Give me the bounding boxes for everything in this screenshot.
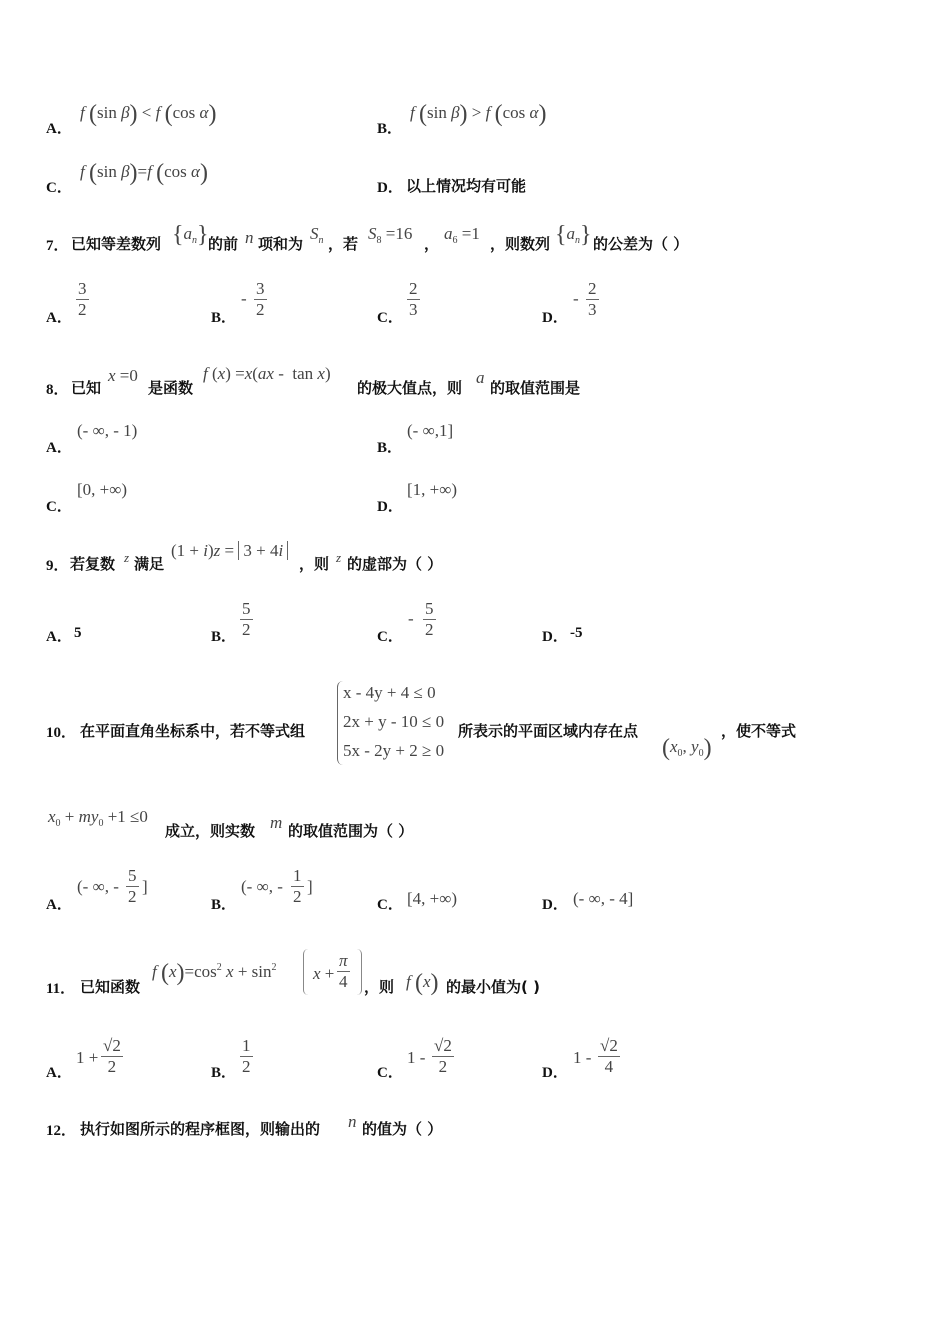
denominator: 3 [588, 300, 597, 319]
option-label: D． [542, 310, 568, 326]
math-an: $\{a_n\}$ [555, 222, 592, 248]
right-paren [357, 949, 362, 995]
fraction [76, 279, 89, 320]
math-an: $\{a_n\}$ [172, 222, 209, 248]
option-math: (- ∞, - [77, 877, 119, 896]
fraction-pi-4 [337, 951, 350, 992]
fraction [291, 866, 304, 907]
math-n: n [348, 1112, 357, 1131]
minus-sign: - [408, 609, 414, 628]
option-label: B． [377, 440, 403, 456]
numerator: 2 [588, 279, 597, 298]
math-z: z [336, 550, 342, 565]
option-label: C． [377, 897, 403, 913]
fraction [586, 279, 599, 320]
numerator: √2 [103, 1036, 121, 1055]
option-label: B． [211, 1065, 237, 1081]
fraction [240, 599, 253, 640]
stem-text: 已知 [71, 379, 102, 397]
math-point: ($x_0$, $y_0$) [662, 735, 712, 761]
stem-text: ，则数列 [490, 235, 551, 253]
option-label: C． [46, 499, 72, 515]
prefix: 1 + [76, 1048, 99, 1067]
stem-text: ，则 [299, 555, 330, 573]
math-m: m [270, 813, 283, 832]
stem-text: 的最小值为( ) [446, 978, 540, 996]
stem-text: 的前 [208, 235, 239, 253]
stem-text: 已知函数 [80, 978, 141, 996]
denominator: 2 [293, 887, 302, 906]
option-label: A． [46, 629, 72, 645]
stem-text: 的极大值点，则 [357, 379, 463, 397]
option-text: 以上情况均有可能 [406, 177, 527, 195]
numerator: 5 [128, 866, 137, 885]
option-label: D． [377, 499, 403, 515]
fraction [126, 866, 139, 907]
stem-text: 所表示的平面区域内存在点 [458, 722, 639, 740]
math-expression: f (sin β) > f (cos α) [410, 101, 547, 127]
question-number: 7． [46, 238, 69, 254]
denominator: 2 [78, 300, 87, 319]
option-label: A． [46, 440, 72, 456]
prefix: 1 - [407, 1048, 426, 1067]
inequality-line: x - 4y + 4 ≤ 0 [343, 683, 436, 702]
stem-text: 满足 [134, 555, 165, 573]
numerator: 5 [242, 599, 251, 618]
fraction [407, 279, 420, 320]
denominator: 2 [128, 887, 137, 906]
stem-text: 已知等差数列 [71, 235, 162, 253]
prefix: 1 - [573, 1048, 592, 1067]
minus-sign: - [573, 289, 579, 308]
stem-text: 是函数 [148, 379, 194, 397]
numerator: 1 [242, 1036, 251, 1055]
option-math: (- ∞, - 1) [77, 421, 138, 440]
option-value: 5 [74, 625, 82, 641]
denominator: 2 [107, 1057, 117, 1076]
denominator: 3 [409, 300, 418, 319]
option-value: -5 [570, 625, 583, 641]
option-label: D． [542, 629, 568, 645]
option-math: [0, +∞) [77, 480, 128, 499]
fraction [254, 279, 267, 320]
math-fx: f (x) [406, 970, 439, 996]
stem-text: 的虚部为（ ） [347, 555, 443, 573]
stem-text: ，若 [328, 235, 359, 253]
option-label: B． [211, 629, 237, 645]
option-label: B． [211, 897, 237, 913]
option-label: B． [211, 310, 237, 326]
option-label: B． [377, 121, 403, 137]
stem-text: 执行如图所示的程序框图，则输出的 [80, 1120, 321, 1138]
option-math: (- ∞,1] [407, 421, 454, 440]
option-math: [1, +∞) [407, 480, 458, 499]
option-label: C． [377, 1065, 403, 1081]
option-math: [4, +∞) [407, 889, 458, 908]
numerator: 5 [425, 599, 434, 618]
denominator: 2 [256, 300, 265, 319]
bracket: ] [307, 877, 313, 896]
option-math: (- ∞, - [241, 877, 283, 896]
numerator: 1 [293, 866, 302, 885]
question-number: 10． [46, 725, 77, 741]
numerator: 3 [256, 279, 265, 298]
stem-text: 若复数 [70, 555, 116, 573]
option-label: A． [46, 897, 72, 913]
option-label: A． [46, 310, 72, 326]
bracket: ] [142, 877, 148, 896]
math-expression: f (sin β)=f (cos α) [80, 160, 208, 186]
numerator: 3 [78, 279, 87, 298]
math-s8: $S_8 =16$ [368, 224, 413, 246]
denominator: 2 [242, 620, 251, 639]
fraction [598, 1036, 620, 1077]
option-label: A． [46, 121, 72, 137]
stem-text: ， [424, 235, 440, 253]
stem-text: 成立，则实数 [165, 822, 256, 840]
stem-text: 的取值范围为（ ） [288, 822, 414, 840]
fraction [432, 1036, 454, 1077]
question-number: 9． [46, 558, 69, 574]
fraction [240, 1036, 253, 1077]
stem-text: 在平面直角坐标系中，若不等式组 [80, 722, 306, 740]
math-inequality: $x_0 + my_0 +1 \le 0$ [48, 807, 148, 829]
math-function: f $(x)=\cos^2$ $x + \sin^2$ [152, 960, 277, 986]
math-n: n [245, 228, 254, 247]
numerator: π [339, 951, 348, 970]
math-x-eq-0: x =0 [108, 366, 138, 385]
option-label: C． [377, 629, 403, 645]
math-z: z [124, 550, 130, 565]
option-label: C． [377, 310, 403, 326]
fraction [101, 1036, 123, 1077]
denominator: 2 [425, 620, 434, 639]
numerator: 2 [409, 279, 418, 298]
math-function: f (x) =x(ax - tan x) [203, 364, 331, 383]
stem-text: 的取值范围是 [490, 379, 581, 397]
denominator: 2 [242, 1057, 251, 1076]
fraction [423, 599, 436, 640]
math-expression: f (sin β) < f (cos α) [80, 101, 217, 127]
math-a: a [476, 368, 485, 387]
inequality-line: 2x + y - 10 ≤ 0 [343, 712, 445, 731]
option-label: A． [46, 1065, 72, 1081]
math-a6: $a_6 =1$ [444, 224, 480, 246]
stem-text: ，使不等式 [721, 722, 797, 740]
option-label: D． [542, 897, 568, 913]
option-label: C． [46, 180, 72, 196]
numerator: √2 [434, 1036, 452, 1055]
option-label: D． [542, 1065, 568, 1081]
stem-text: 项和为 [258, 235, 304, 253]
option-label: D． [377, 180, 403, 196]
inequality-line: 5x - 2y + 2 ≥ 0 [343, 741, 445, 760]
question-number: 8． [46, 382, 69, 398]
stem-text: ，则 [364, 978, 395, 996]
math-equation: (1 + i)z = 3 + 4i [171, 541, 288, 561]
question-number: 12． [46, 1123, 77, 1139]
stem-text: 的值为（ ） [362, 1120, 443, 1138]
stem-text: 的公差为（ ） [593, 235, 689, 253]
question-number: 11． [46, 981, 76, 997]
denominator: 4 [339, 972, 348, 991]
math-sn: $S_n$ [310, 224, 324, 246]
math-arg: x + [313, 964, 335, 983]
left-paren [303, 949, 308, 995]
denominator: 2 [438, 1057, 448, 1076]
option-math: (- ∞, - 4] [573, 889, 634, 908]
denominator: 4 [604, 1057, 614, 1076]
minus-sign: - [241, 289, 247, 308]
numerator: √2 [600, 1036, 618, 1055]
